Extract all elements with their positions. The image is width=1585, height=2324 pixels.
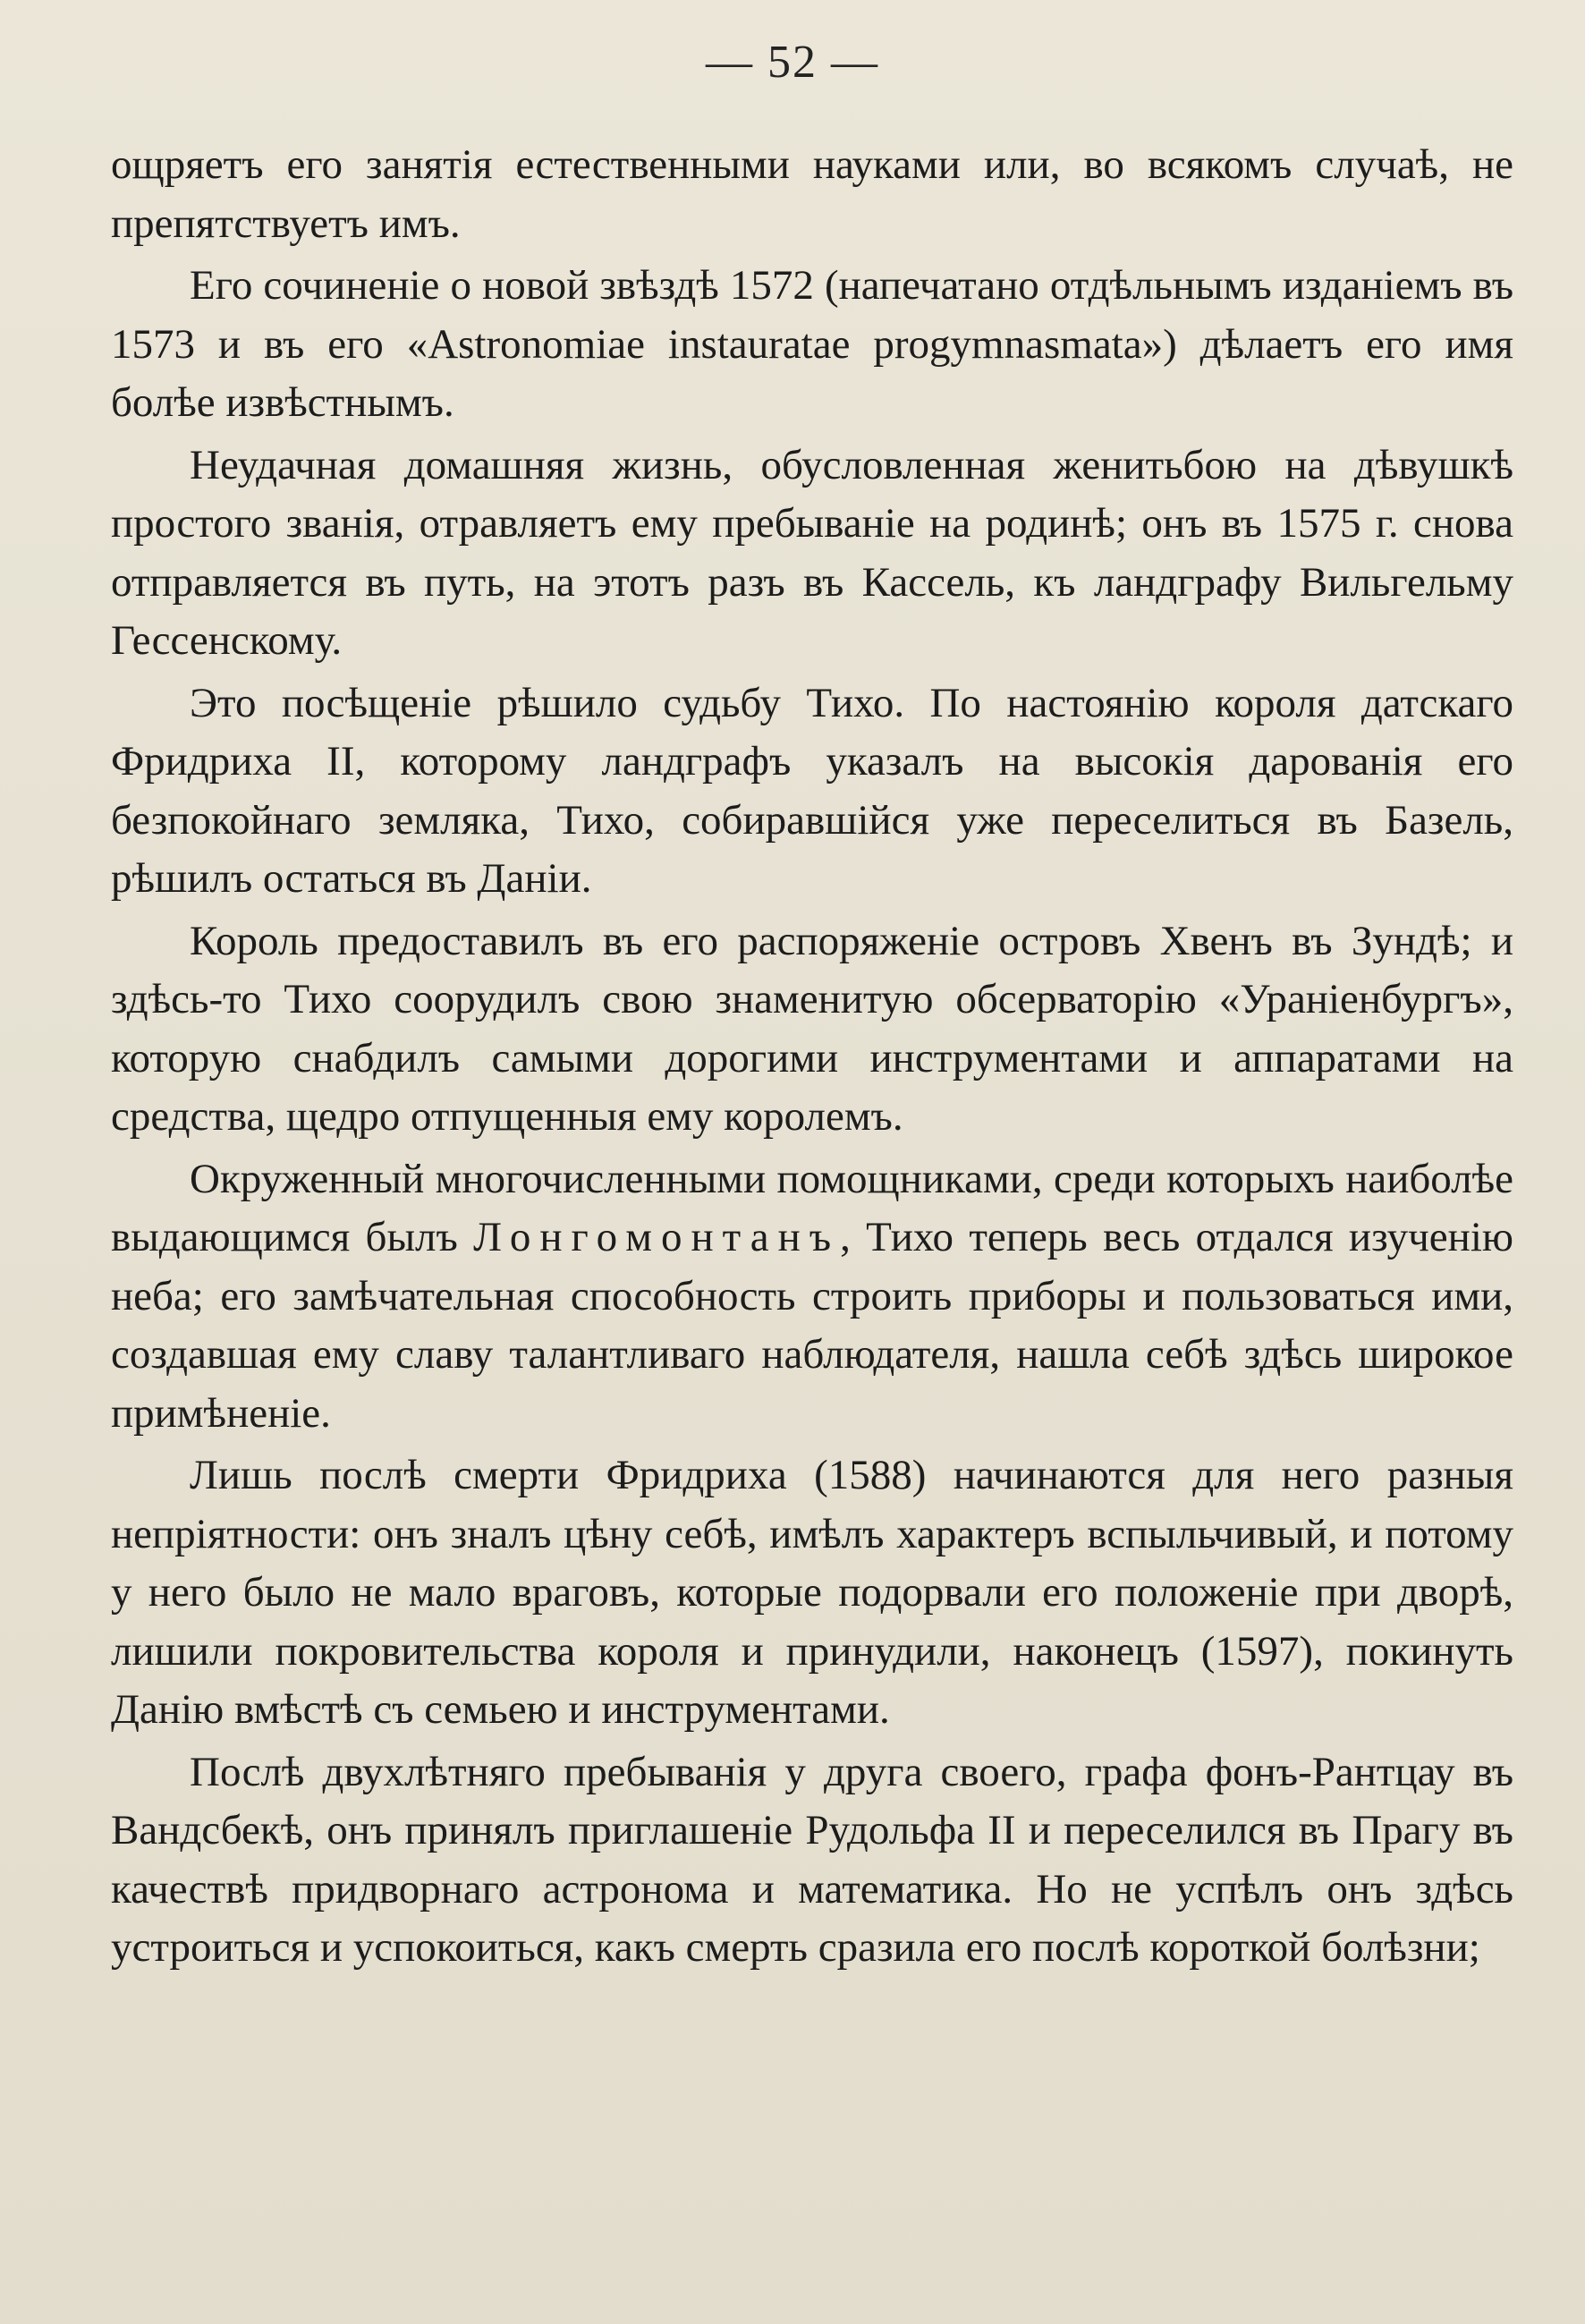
paragraph-6: [111, 1150, 1513, 1444]
paragraph-6-after: , Тихо теперь весь отдался изученію неба; его замѣчательная способность строить приборы и пользоваться ими, создавшая ему славу талантливаго наблюдателя, нашла себѣ здѣсь широкое примѣненіе.: [111, 1214, 1513, 1437]
name-longomontanus: Лонгомонтанъ: [473, 1214, 841, 1260]
paragraph-1: ощряетъ его занятія естественными науками или, во всякомъ случаѣ, не препятствуетъ имъ.: [111, 141, 1513, 247]
paragraph-7: Лишь послѣ смерти Фридриха (1588) начинаются для него разныя непріятности: онъ зналъ цѣну себѣ, имѣлъ характеръ вспыльчивый, и потому у него было не мало враговъ, которые подорвали его положеніе при дворѣ, лишили покровительства короля и принудили, наконецъ (1597), покинуть Данію вмѣстѣ съ семьею и инструментами.: [111, 1452, 1513, 1733]
paragraph-4: Это посѣщеніе рѣшило судьбу Тихо. По настоянію короля датскаго Фридриха II, которому ландграфъ указалъ на высокія дарованія его безпокойнаго земляка, Тихо, собиравшійся уже переселиться въ Базель, рѣшилъ остаться въ Даніи.: [111, 679, 1513, 902]
page-number: — 52 —: [706, 37, 879, 88]
paragraph-6-before: Окруженный многочисленными помощниками, среди которыхъ наиболѣе выдающимся былъ: [111, 1155, 1513, 1260]
paragraph-8: Послѣ двухлѣтняго пребыванія у друга своего, графа фонъ-Рантцау въ Вандсбекѣ, онъ принялъ приглашеніе Рудольфа II и переселился въ Прагу въ качествѣ придворнаго астронома и математика. Но не успѣлъ онъ здѣсь устроиться и успокоиться, какъ смерть сразила его послѣ короткой болѣзни;: [111, 1748, 1513, 1971]
paragraph-5: Король предоставилъ въ его распоряженіе островъ Хвенъ въ Зундѣ; и здѣсь-то Тихо соорудилъ свою знаменитую обсерваторію «Ураніенбургъ», которую снабдилъ самыми дорогими инструментами и аппаратами на средства, щедро отпущенныя ему королемъ.: [111, 917, 1513, 1140]
paragraph-3: Неудачная домашняя жизнь, обусловленная женитьбою на дѣвушкѣ простого званія, отравляетъ ему пребываніе на родинѣ; онъ въ 1575 г. снова отправляется въ путь, на этотъ разъ въ Кассель, къ ландграфу Вильгельму Гессенскому.: [111, 441, 1513, 664]
paragraph-2: Его сочиненіе о новой звѣздѣ 1572 (напечатано отдѣльнымъ изданіемъ въ 1573 и въ его «Astronomiae instauratae progymnasmata») дѣлаетъ его имя болѣе извѣстнымъ.: [111, 262, 1513, 426]
body-text: [111, 136, 1513, 1981]
